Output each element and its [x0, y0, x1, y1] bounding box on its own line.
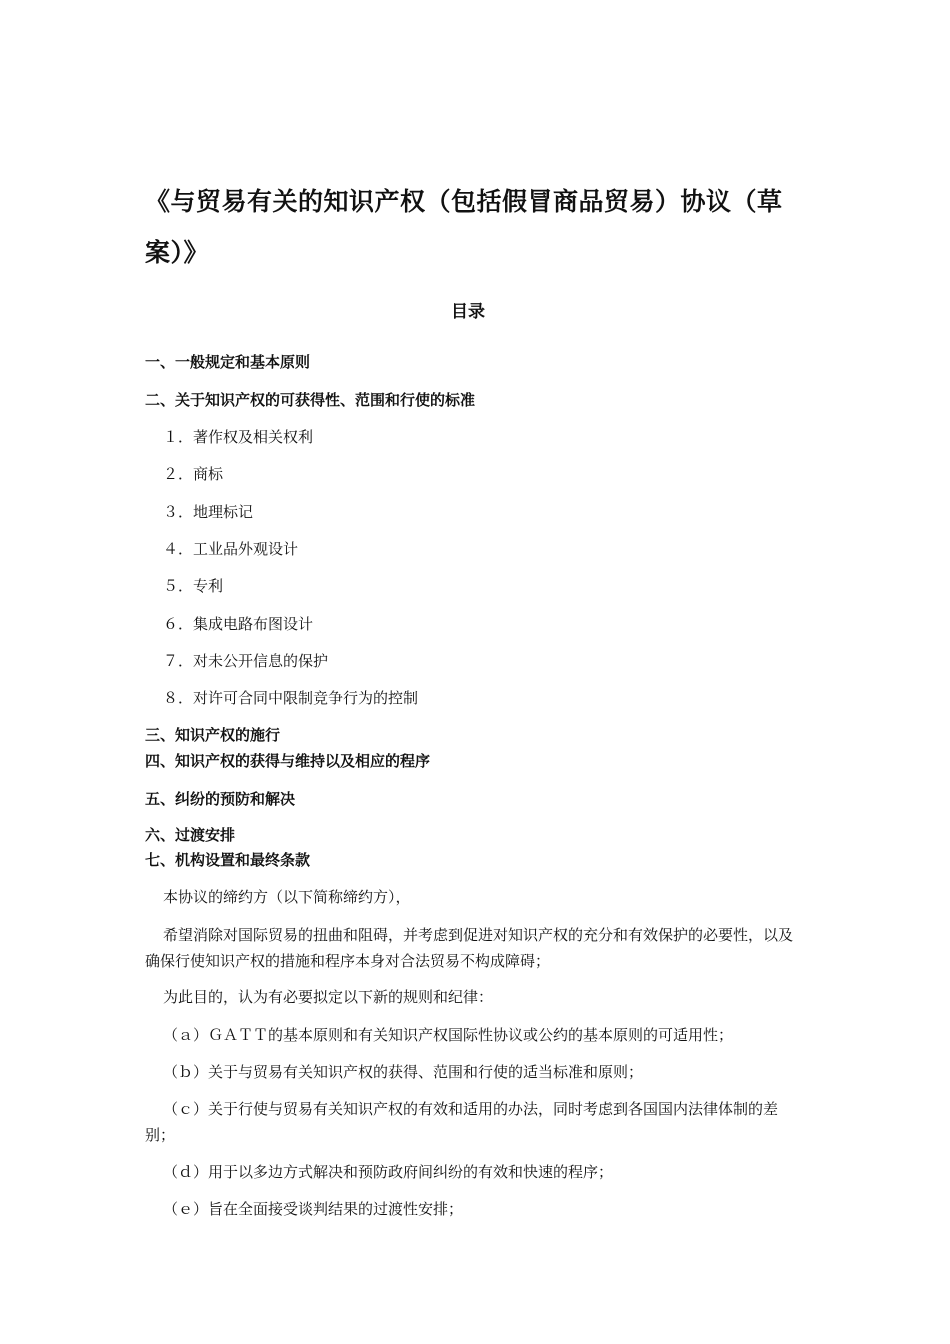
preamble-item-c: （ｃ）关于行使与贸易有关知识产权的有效和适用的办法，同时考虑到各国国内法律体制的差别；	[145, 1100, 779, 1144]
toc-subsection-8: ８．对许可合同中限制竞争行为的控制	[163, 689, 419, 707]
toc-section-5: 五、纠纷的预防和解决	[145, 790, 296, 808]
preamble-item-a: （ａ）ＧＡＴＴ的基本原则和有关知识产权国际性协议或公约的基本原则的可适用性；	[163, 1026, 734, 1044]
preamble-item-d: （ｄ）用于以多边方式解决和预防政府间纠纷的有效和快速的程序；	[163, 1163, 614, 1181]
preamble-paragraph: 本协议的缔约方（以下简称缔约方），	[163, 888, 411, 906]
toc-section-4: 四、知识产权的获得与维持以及相应的程序	[145, 752, 431, 770]
toc-section-2: 二、关于知识产权的可获得性、范围和行使的标准	[145, 391, 476, 409]
toc-subsection-3: ３．地理标记	[163, 503, 254, 521]
preamble-paragraph: 希望消除对国际贸易的扭曲和阻碍，并考虑到促进对知识产权的充分和有效保护的必要性，以及确保行使知识产权的措施和程序本身对合法贸易不构成障碍；	[145, 926, 794, 970]
document-title: 《与贸易有关的知识产权（包括假冒商品贸易）协议（草案）》	[145, 187, 783, 267]
toc-heading: 目录	[451, 302, 485, 322]
toc-section-3: 三、知识产权的施行	[145, 726, 281, 744]
toc-section-1: 一、一般规定和基本原则	[145, 353, 311, 371]
preamble-paragraph: 为此目的，认为有必要拟定以下新的规则和纪律：	[163, 988, 494, 1006]
toc-subsection-1: １．著作权及相关权利	[163, 428, 314, 446]
preamble-item-b: （ｂ）关于与贸易有关知识产权的获得、范围和行使的适当标准和原则；	[163, 1063, 644, 1081]
toc-section-7: 七、机构设置和最终条款	[145, 851, 311, 869]
preamble-item-e: （ｅ）旨在全面接受谈判结果的过渡性安排；	[163, 1200, 464, 1218]
toc-subsection-5: ５．专利	[163, 577, 224, 595]
toc-subsection-2: ２．商标	[163, 465, 224, 483]
toc-subsection-4: ４．工业品外观设计	[163, 540, 299, 558]
toc-subsection-6: ６．集成电路布图设计	[163, 615, 314, 633]
toc-subsection-7: ７．对未公开信息的保护	[163, 652, 329, 670]
toc-section-6: 六、过渡安排	[145, 826, 236, 844]
